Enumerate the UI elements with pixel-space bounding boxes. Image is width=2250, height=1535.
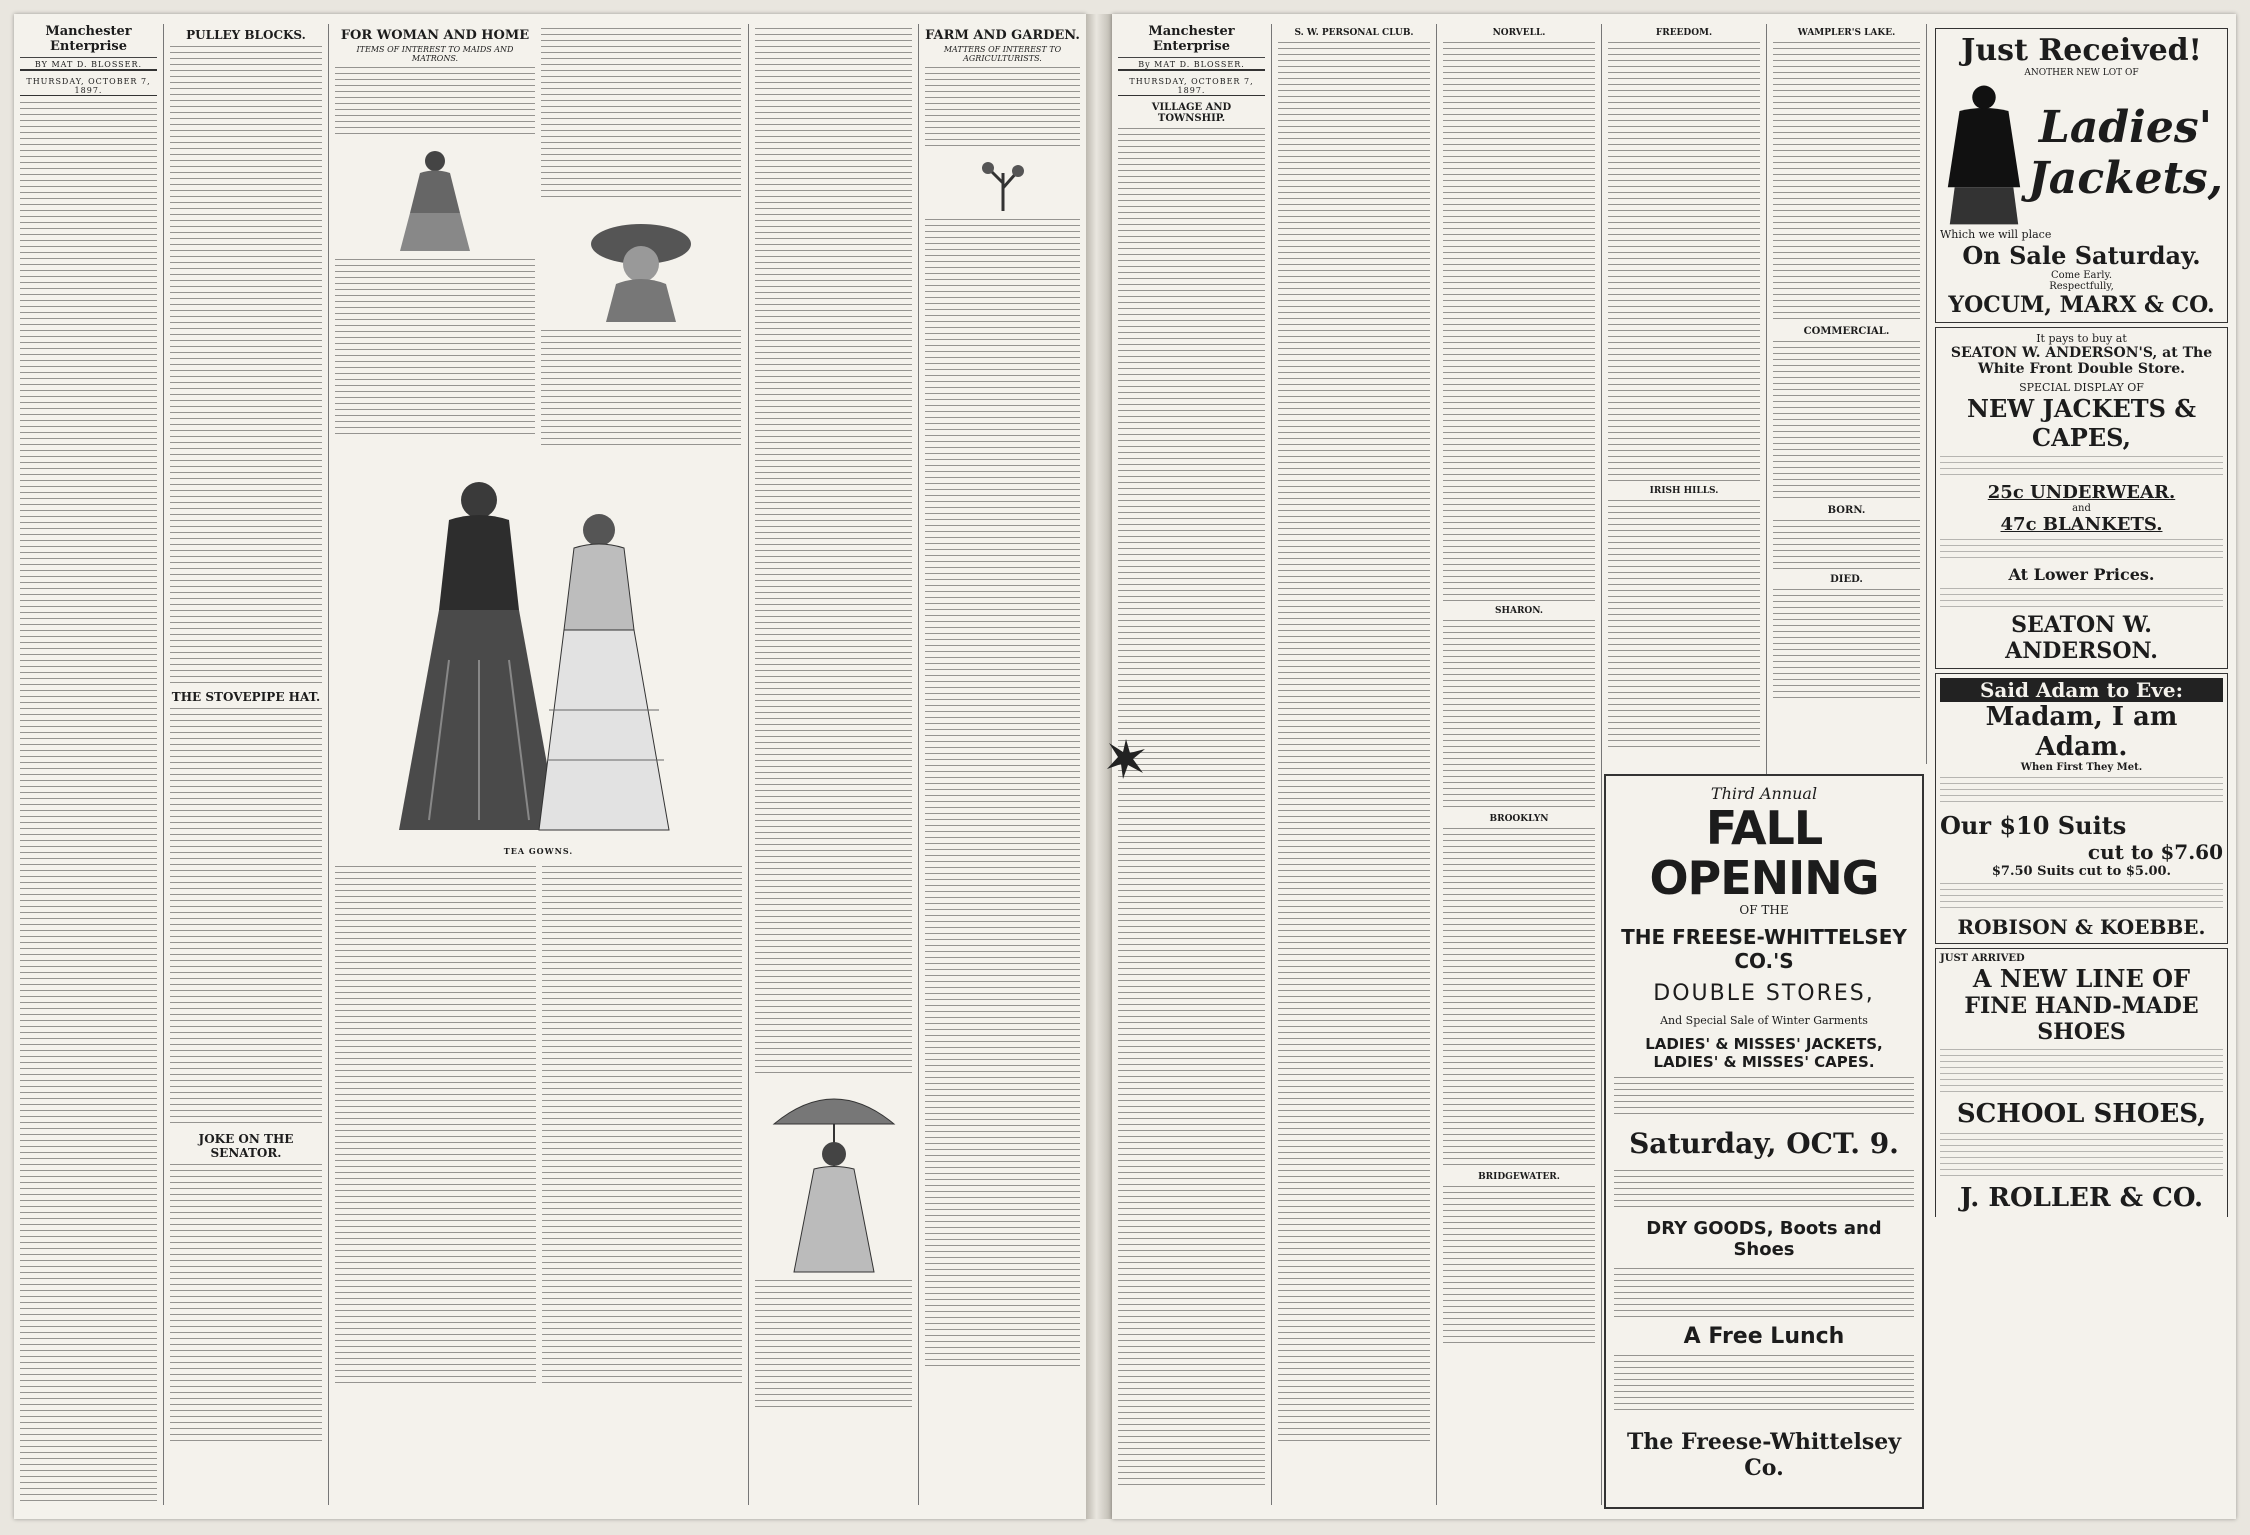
robison-koebbe-name: ROBISON & KOEBBE. xyxy=(1957,915,2206,939)
article-text xyxy=(541,28,741,198)
come-early-text: Come Early. xyxy=(2051,270,2112,281)
ad-text xyxy=(1940,456,2223,478)
right-date: THURSDAY, OCTOBER 7, 1897. xyxy=(1118,77,1265,96)
tea-gowns-caption: TEA GOWNS. xyxy=(503,846,574,856)
ad-text xyxy=(1940,1049,2223,1095)
on-sale-heading: On Sale Saturday. xyxy=(1962,241,2201,270)
left-col-2 xyxy=(164,24,329,1505)
cut-to-heading: cut to $7.60 xyxy=(2087,840,2223,864)
fall-opening-free-lunch: A Free Lunch xyxy=(1683,1324,1845,1349)
woman-figure-illustration xyxy=(390,143,480,253)
fall-opening-of-the: OF THE xyxy=(1739,903,1789,917)
fall-opening-date: Saturday, OCT. 9. xyxy=(1629,1127,1899,1160)
article-text xyxy=(755,28,912,1078)
joke-senator-heading: JOKE ON THE SENATOR. xyxy=(198,1132,294,1160)
article-text xyxy=(335,259,535,439)
yocum-marx-name: YOCUM, MARX & CO. xyxy=(1948,292,2215,318)
seaton-store-text: SEATON W. ANDERSON'S, at The White Front Double Store. xyxy=(1950,345,2213,377)
left-masthead: Manchester Enterprise xyxy=(20,24,157,58)
born-heading: BORN. xyxy=(1827,505,1866,516)
jackets-heading: Jackets, xyxy=(2027,153,2223,204)
plant-illustration xyxy=(973,153,1033,213)
article-text xyxy=(1773,520,1920,570)
article-text xyxy=(1773,589,1920,699)
brooklyn-heading: BROOKLYN xyxy=(1489,814,1549,824)
village-township-heading: VILLAGE AND TOWNSHIP. xyxy=(1151,102,1232,124)
fall-opening-dry-goods: DRY GOODS, Boots and Shoes xyxy=(1646,1218,1882,1260)
ad-text xyxy=(1614,1170,1914,1210)
suits-heading: Our $10 Suits xyxy=(1940,811,2127,840)
article-text xyxy=(925,67,1080,147)
article-text xyxy=(20,102,157,1502)
ladies-heading: Ladies' xyxy=(2038,102,2213,153)
said-adam-heading: Said Adam to Eve: xyxy=(1940,678,2223,702)
article-text xyxy=(1278,42,1430,1442)
column-head-personal-club: S. W. PERSONAL CLUB. xyxy=(1294,28,1414,38)
new-jackets-heading: NEW JACKETS & CAPES, xyxy=(1967,394,2196,452)
article-text xyxy=(1443,42,1595,602)
market-report xyxy=(1773,341,1920,501)
roller-shoes-ad xyxy=(1935,948,2228,1217)
ad-text xyxy=(1940,588,2223,608)
farm-garden-subheading: MATTERS OF INTEREST TO AGRICULTURISTS. xyxy=(943,45,1062,63)
fall-opening-title: FALL OPENING xyxy=(1649,801,1879,905)
lower-prices-text: At Lower Prices. xyxy=(2008,565,2155,584)
right-byline: By MAT D. BLOSSER. xyxy=(1118,60,1265,71)
fall-opening-store-name: THE FREESE-WHITTELSEY CO.'S xyxy=(1621,925,1907,973)
farm-garden-heading: FARM AND GARDEN. xyxy=(925,28,1080,43)
suits-750-text: $7.50 Suits cut to $5.00. xyxy=(1991,864,2172,879)
ink-blot-icon xyxy=(1103,735,1149,781)
which-we-text: Which we will place xyxy=(1940,228,2052,241)
irish-hills-heading: IRISH HILLS. xyxy=(1649,486,1719,496)
left-col-5 xyxy=(749,24,919,1505)
ad-text xyxy=(1940,883,2223,911)
article-text xyxy=(1118,128,1265,1488)
seaton-anderson-ad xyxy=(1935,327,2228,669)
fine-shoes-heading: FINE HAND-MADE SHOES xyxy=(1964,993,2199,1045)
blankets-heading: 47c BLANKETS. xyxy=(2000,514,2163,535)
ad-text xyxy=(1940,777,2223,807)
pulley-blocks-heading: PULLEY BLOCKS. xyxy=(186,28,306,42)
ad-text xyxy=(1940,539,2223,561)
seaton-anderson-name: SEATON W. ANDERSON. xyxy=(2005,612,2158,664)
right-col-3 xyxy=(1437,24,1602,1505)
commercial-heading: COMMERCIAL. xyxy=(1803,326,1890,337)
ad-text xyxy=(1940,1133,2223,1179)
just-received-heading: Just Received! xyxy=(1961,33,2202,68)
article-text xyxy=(335,67,535,137)
new-line-heading: A NEW LINE OF xyxy=(1972,964,2191,993)
farm-garden-section xyxy=(919,24,1086,1505)
tea-gowns-illustration xyxy=(389,460,689,840)
robison-koebbe-ad xyxy=(1935,673,2228,944)
parasol-lady-illustration xyxy=(764,1084,904,1274)
article-text xyxy=(755,1280,912,1410)
madam-heading: Madam, I am Adam. xyxy=(1985,702,2178,762)
just-arrived-text: JUST ARRIVED xyxy=(1940,953,2025,964)
article-text xyxy=(335,866,536,1386)
it-pays-text: It pays to buy at xyxy=(2036,332,2127,345)
article-text xyxy=(1443,1186,1595,1346)
column-head-freedom: FREEDOM. xyxy=(1655,28,1713,38)
fall-opening-ad xyxy=(1604,774,1924,1509)
article-text xyxy=(1608,500,1760,750)
right-ads-column xyxy=(1927,24,2236,1505)
woman-home-subheading: ITEMS OF INTEREST TO MAIDS AND MATRONS. xyxy=(356,45,514,63)
woman-home-heading: FOR WOMAN AND HOME xyxy=(340,28,530,43)
left-col-1 xyxy=(14,24,164,1505)
right-col-5 xyxy=(1767,24,1927,764)
and-text: and xyxy=(2072,503,2091,514)
fall-opening-special-sale: And Special Sale of Winter Garments xyxy=(1660,1014,1868,1027)
column-head-wamplers-lake: WAMPLER'S LAKE. xyxy=(1797,28,1896,38)
right-masthead: Manchester Enterprise xyxy=(1118,24,1265,58)
left-page xyxy=(14,14,1086,1519)
fall-opening-third-annual: Third Annual xyxy=(1710,784,1818,803)
article-text xyxy=(542,866,743,1386)
left-date: THURSDAY, OCTOBER 7, 1897. xyxy=(20,77,157,96)
fall-opening-jackets: LADIES' & MISSES' JACKETS, LADIES' & MISSES' CAPES. xyxy=(1645,1035,1883,1071)
article-text xyxy=(925,219,1080,1369)
when-first-text: When First They Met. xyxy=(2020,762,2143,773)
left-byline: BY MAT D. BLOSSER. xyxy=(20,60,157,71)
jacket-illustration xyxy=(1940,78,2028,228)
fall-opening-footer: The Freese-Whittelsey Co. xyxy=(1626,1429,1902,1481)
article-text xyxy=(1443,828,1595,1168)
article-text xyxy=(541,330,741,450)
woman-home-section xyxy=(329,24,749,1505)
another-lot-text: ANOTHER NEW LOT OF xyxy=(2024,68,2139,78)
article-text xyxy=(1773,42,1920,322)
stovepipe-hat-heading: THE STOVEPIPE HAT. xyxy=(171,690,321,704)
article-text xyxy=(1608,42,1760,482)
right-page xyxy=(1112,14,2236,1519)
underwear-heading: 25c UNDERWEAR. xyxy=(1987,482,2176,503)
sharon-heading: SHARON. xyxy=(1494,606,1544,616)
hat-illustration xyxy=(581,204,701,324)
article-text xyxy=(170,1164,322,1444)
ad-text xyxy=(1614,1077,1914,1117)
article-text xyxy=(170,46,322,686)
roller-name: J. ROLLER & CO. xyxy=(1959,1183,2204,1213)
bridgewater-heading: BRIDGEWATER. xyxy=(1478,1172,1560,1182)
ad-text xyxy=(1614,1268,1914,1318)
school-shoes-heading: SCHOOL SHOES, xyxy=(1956,1099,2207,1129)
respectfully-text: Respectfully, xyxy=(2049,281,2114,292)
fall-opening-double-stores: DOUBLE STORES, xyxy=(1653,981,1875,1006)
ladies-jackets-ad xyxy=(1935,28,2228,323)
died-heading: DIED. xyxy=(1830,574,1863,585)
article-text xyxy=(1443,620,1595,810)
special-display-text: SPECIAL DISPLAY OF xyxy=(2019,381,2144,394)
ad-text xyxy=(1614,1355,1914,1415)
column-head-norvell: NORVELL. xyxy=(1492,28,1546,38)
right-col-2 xyxy=(1272,24,1437,1505)
article-text xyxy=(170,708,322,1128)
